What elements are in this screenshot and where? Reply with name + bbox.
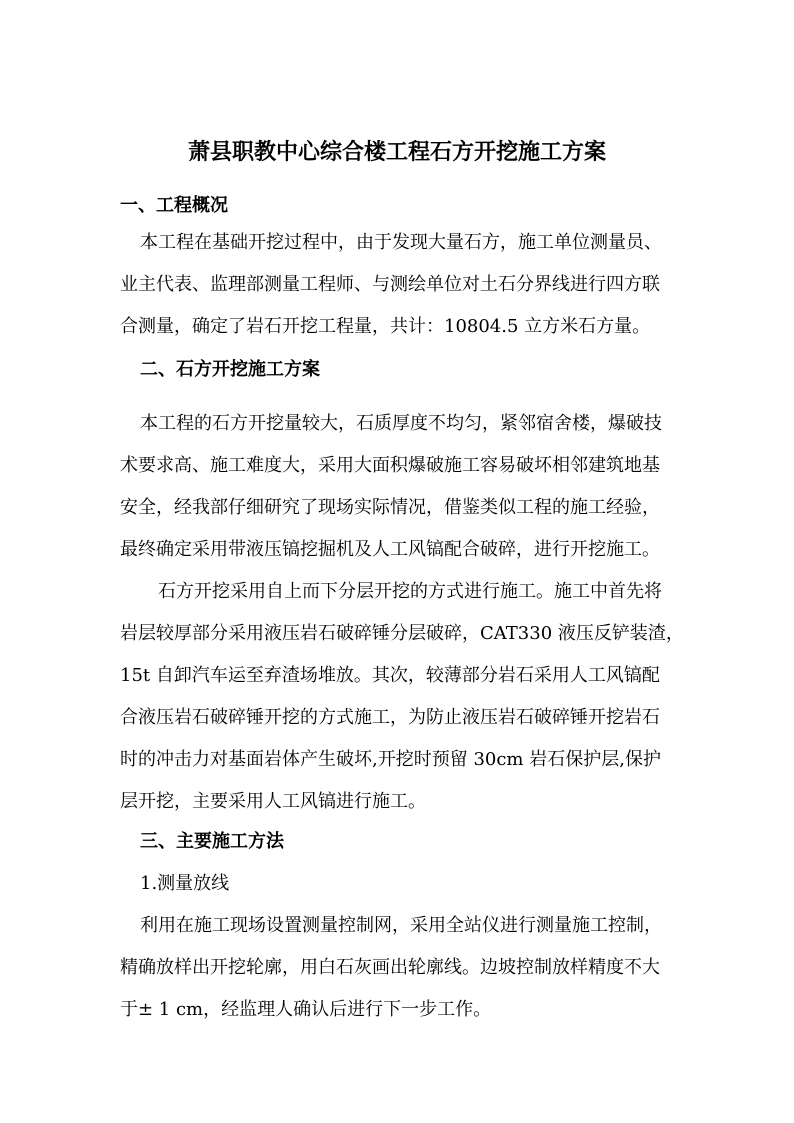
- section2-heading: 二、石方开挖施工方案: [140, 359, 320, 380]
- section1-line: 本工程在基础开挖过程中，由于发现大量石方，施工单位测量员、: [140, 232, 662, 253]
- section2-para2-line: 合液压岩石破碎锤开挖的方式施工，为防止液压岩石破碎锤开挖岩石: [120, 707, 660, 728]
- section2-para2-line: 15t 自卸汽车运至弃渣场堆放。其次，较薄部分岩石采用人工风镐配: [120, 665, 660, 686]
- section2-para1-line: 术要求高、施工难度大，采用大面积爆破施工容易破坏相邻建筑地基: [120, 455, 660, 476]
- section3-heading: 三、主要施工方法: [140, 831, 284, 852]
- section2-para1-line: 本工程的石方开挖量较大，石质厚度不均匀，紧邻宿舍楼，爆破技: [140, 413, 662, 434]
- section1-line: 合测量，确定了岩石开挖工程量，共计：10804.5 立方米石方量。: [120, 316, 651, 337]
- section3-line: 精确放样出开挖轮廓，用白石灰画出轮廓线。边坡控制放样精度不大: [120, 957, 660, 978]
- section1-line: 业主代表、监理部测量工程师、与测绘单位对土石分界线进行四方联: [120, 274, 660, 295]
- section2-para2-line: 岩层较厚部分采用液压岩石破碎锤分层破碎，CAT330 液压反铲装渣，: [120, 623, 684, 644]
- section2-para2-line: 石方开挖采用自上而下分层开挖的方式进行施工。施工中首先将: [158, 581, 662, 602]
- section2-para2-line: 时的冲击力对基面岩体产生破坏,开挖时预留 30cm 岩石保护层,保护: [120, 749, 661, 770]
- section2-para2-line: 层开挖，主要采用人工风镐进行施工。: [120, 791, 426, 812]
- section1-heading: 一、工程概况: [120, 195, 228, 216]
- section2-para1-line: 最终确定采用带液压镐挖掘机及人工风镐配合破碎，进行开挖施工。: [120, 539, 660, 560]
- section3-line: 于± 1 cm，经监理人确认后进行下一步工作。: [120, 999, 492, 1020]
- section3-line: 利用在施工现场设置测量控制网，采用全站仪进行测量施工控制，: [140, 915, 662, 936]
- section2-para1-line: 安全，经我部仔细研究了现场实际情况，借鉴类似工程的施工经验，: [120, 497, 660, 518]
- section3-subheading: 1.测量放线: [140, 873, 230, 894]
- document-title: 萧县职教中心综合楼工程石方开挖施工方案: [187, 139, 606, 165]
